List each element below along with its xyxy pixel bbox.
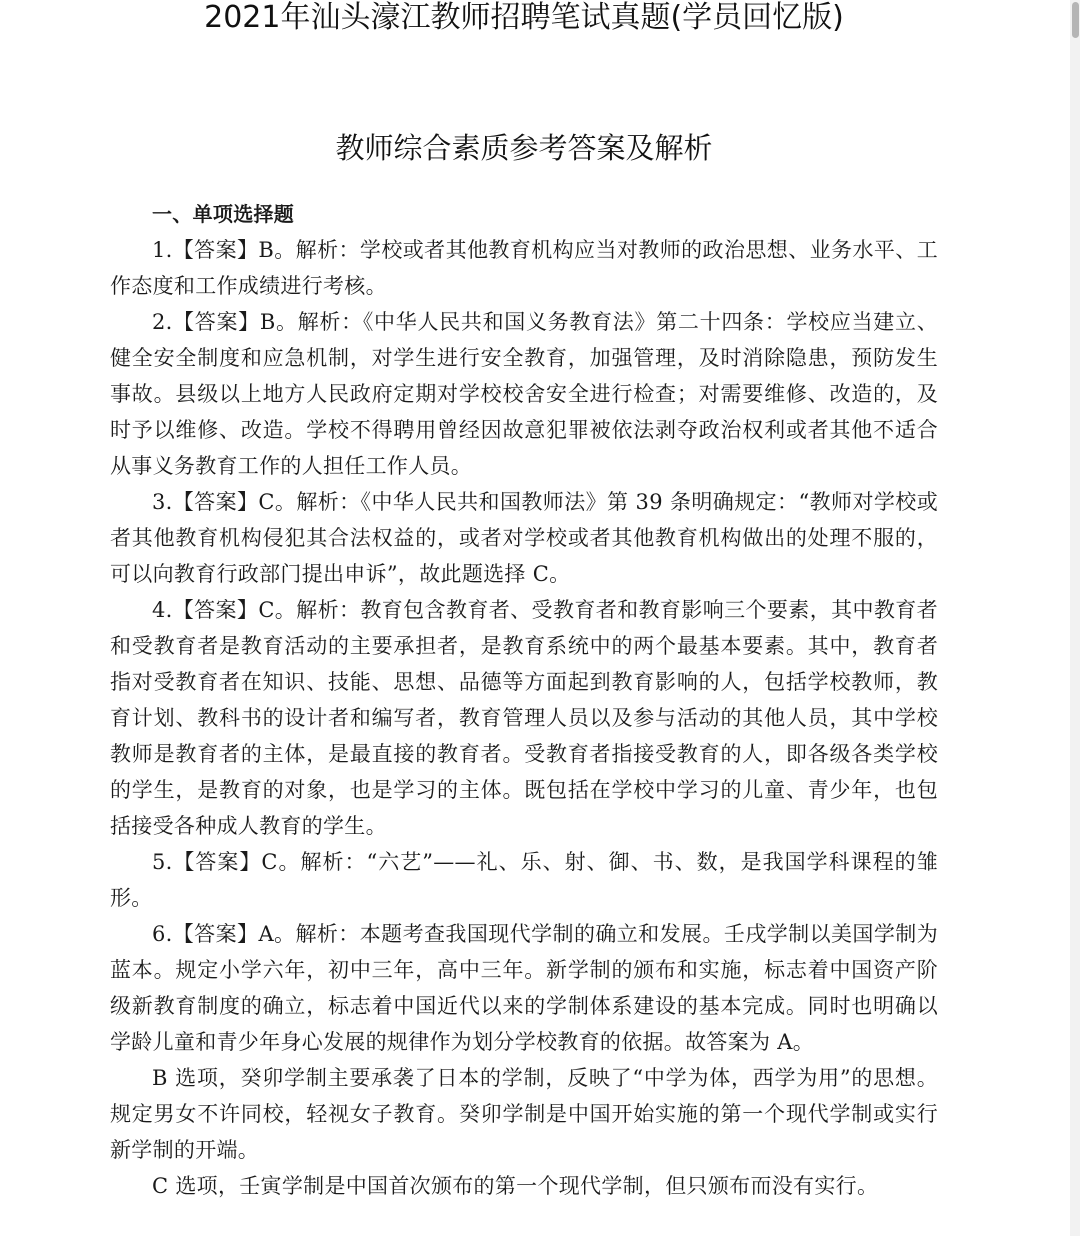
document-body (110, 196, 938, 1204)
answer-paragraph-2: 2.【答案】B。解析：《中华人民共和国义务教育法》第二十四条：学校应当建立、健全安全制度和应急机制，对学生进行安全教育，加强管理，及时消除隐患，预防发生事故。县级以上地方人民政府定期对学校校舍安全进行检查；对需要维修、改造的，及时予以维修、改造。学校不得聘用曾经因故意犯罪被依法剥夺政治权利或者其他不适合从事义务教育工作的人担任工作人员。 (110, 310, 938, 478)
answer-paragraph-1: 1.【答案】B。解析：学校或者其他教育机构应当对教师的政治思想、业务水平、工作态度和工作成绩进行考核。 (110, 238, 938, 298)
vertical-scrollbar[interactable] (1070, 0, 1080, 1236)
answer-paragraph-5: 5.【答案】C。解析：“六艺”——礼、乐、射、御、书、数，是我国学科课程的雏形。 (110, 850, 938, 910)
answer-paragraph-4: 4.【答案】C。解析：教育包含教育者、受教育者和教育影响三个要素，其中教育者和受教育者是教育活动的主要承担者，是教育系统中的两个最基本要素。其中，教育者指对受教育者在知识、技能、思想、品德等方面起到教育影响的人，包括学校教师，教育计划、教科书的设计者和编写者，教育管理人员以及参与活动的其他人员，其中学校教师是教育者的主体，是最直接的教育者。受教育者指接受教育的人，即各级各类学校的学生，是教育的对象，也是学习的主体。既包括在学校中学习的儿童、青少年，也包括接受各种成人教育的学生。 (110, 598, 938, 838)
scrollbar-thumb[interactable] (1072, 2, 1079, 38)
option-c-paragraph: C 选项，壬寅学制是中国首次颁布的第一个现代学制，但只颁布而没有实行。 (152, 1174, 879, 1198)
option-b-paragraph: B 选项，癸卯学制主要承袭了日本的学制，反映了“中学为体，西学为用”的思想。规定男女不许同校，轻视女子教育。癸卯学制是中国开始实施的第一个现代学制或实行新学制的开端。 (110, 1066, 938, 1162)
section-heading: 一、单项选择题 (152, 202, 295, 226)
answer-paragraph-3: 3.【答案】C。解析：《中华人民共和国教师法》第 39 条明确规定：“教师对学校或者其他教育机构侵犯其合法权益的，或者对学校或者其他教育机构做出的处理不服的，可以向教育行政部门提出申诉”，故此题选择 C。 (110, 490, 938, 586)
answer-paragraph-6: 6.【答案】A。解析：本题考查我国现代学制的确立和发展。壬戌学制以美国学制为蓝本。规定小学六年，初中三年，高中三年。新学制的颁布和实施，标志着中国资产阶级新教育制度的确立，标志着中国近代以来的学制体系建设的基本完成。同时也明确以学龄儿童和青少年身心发展的规律作为划分学校教育的依据。故答案为 A。 (110, 922, 938, 1054)
document-subtitle: 教师综合素质参考答案及解析 (335, 131, 713, 165)
page-title: 2021年汕头濠江教师招聘笔试真题(学员回忆版) (204, 0, 844, 35)
